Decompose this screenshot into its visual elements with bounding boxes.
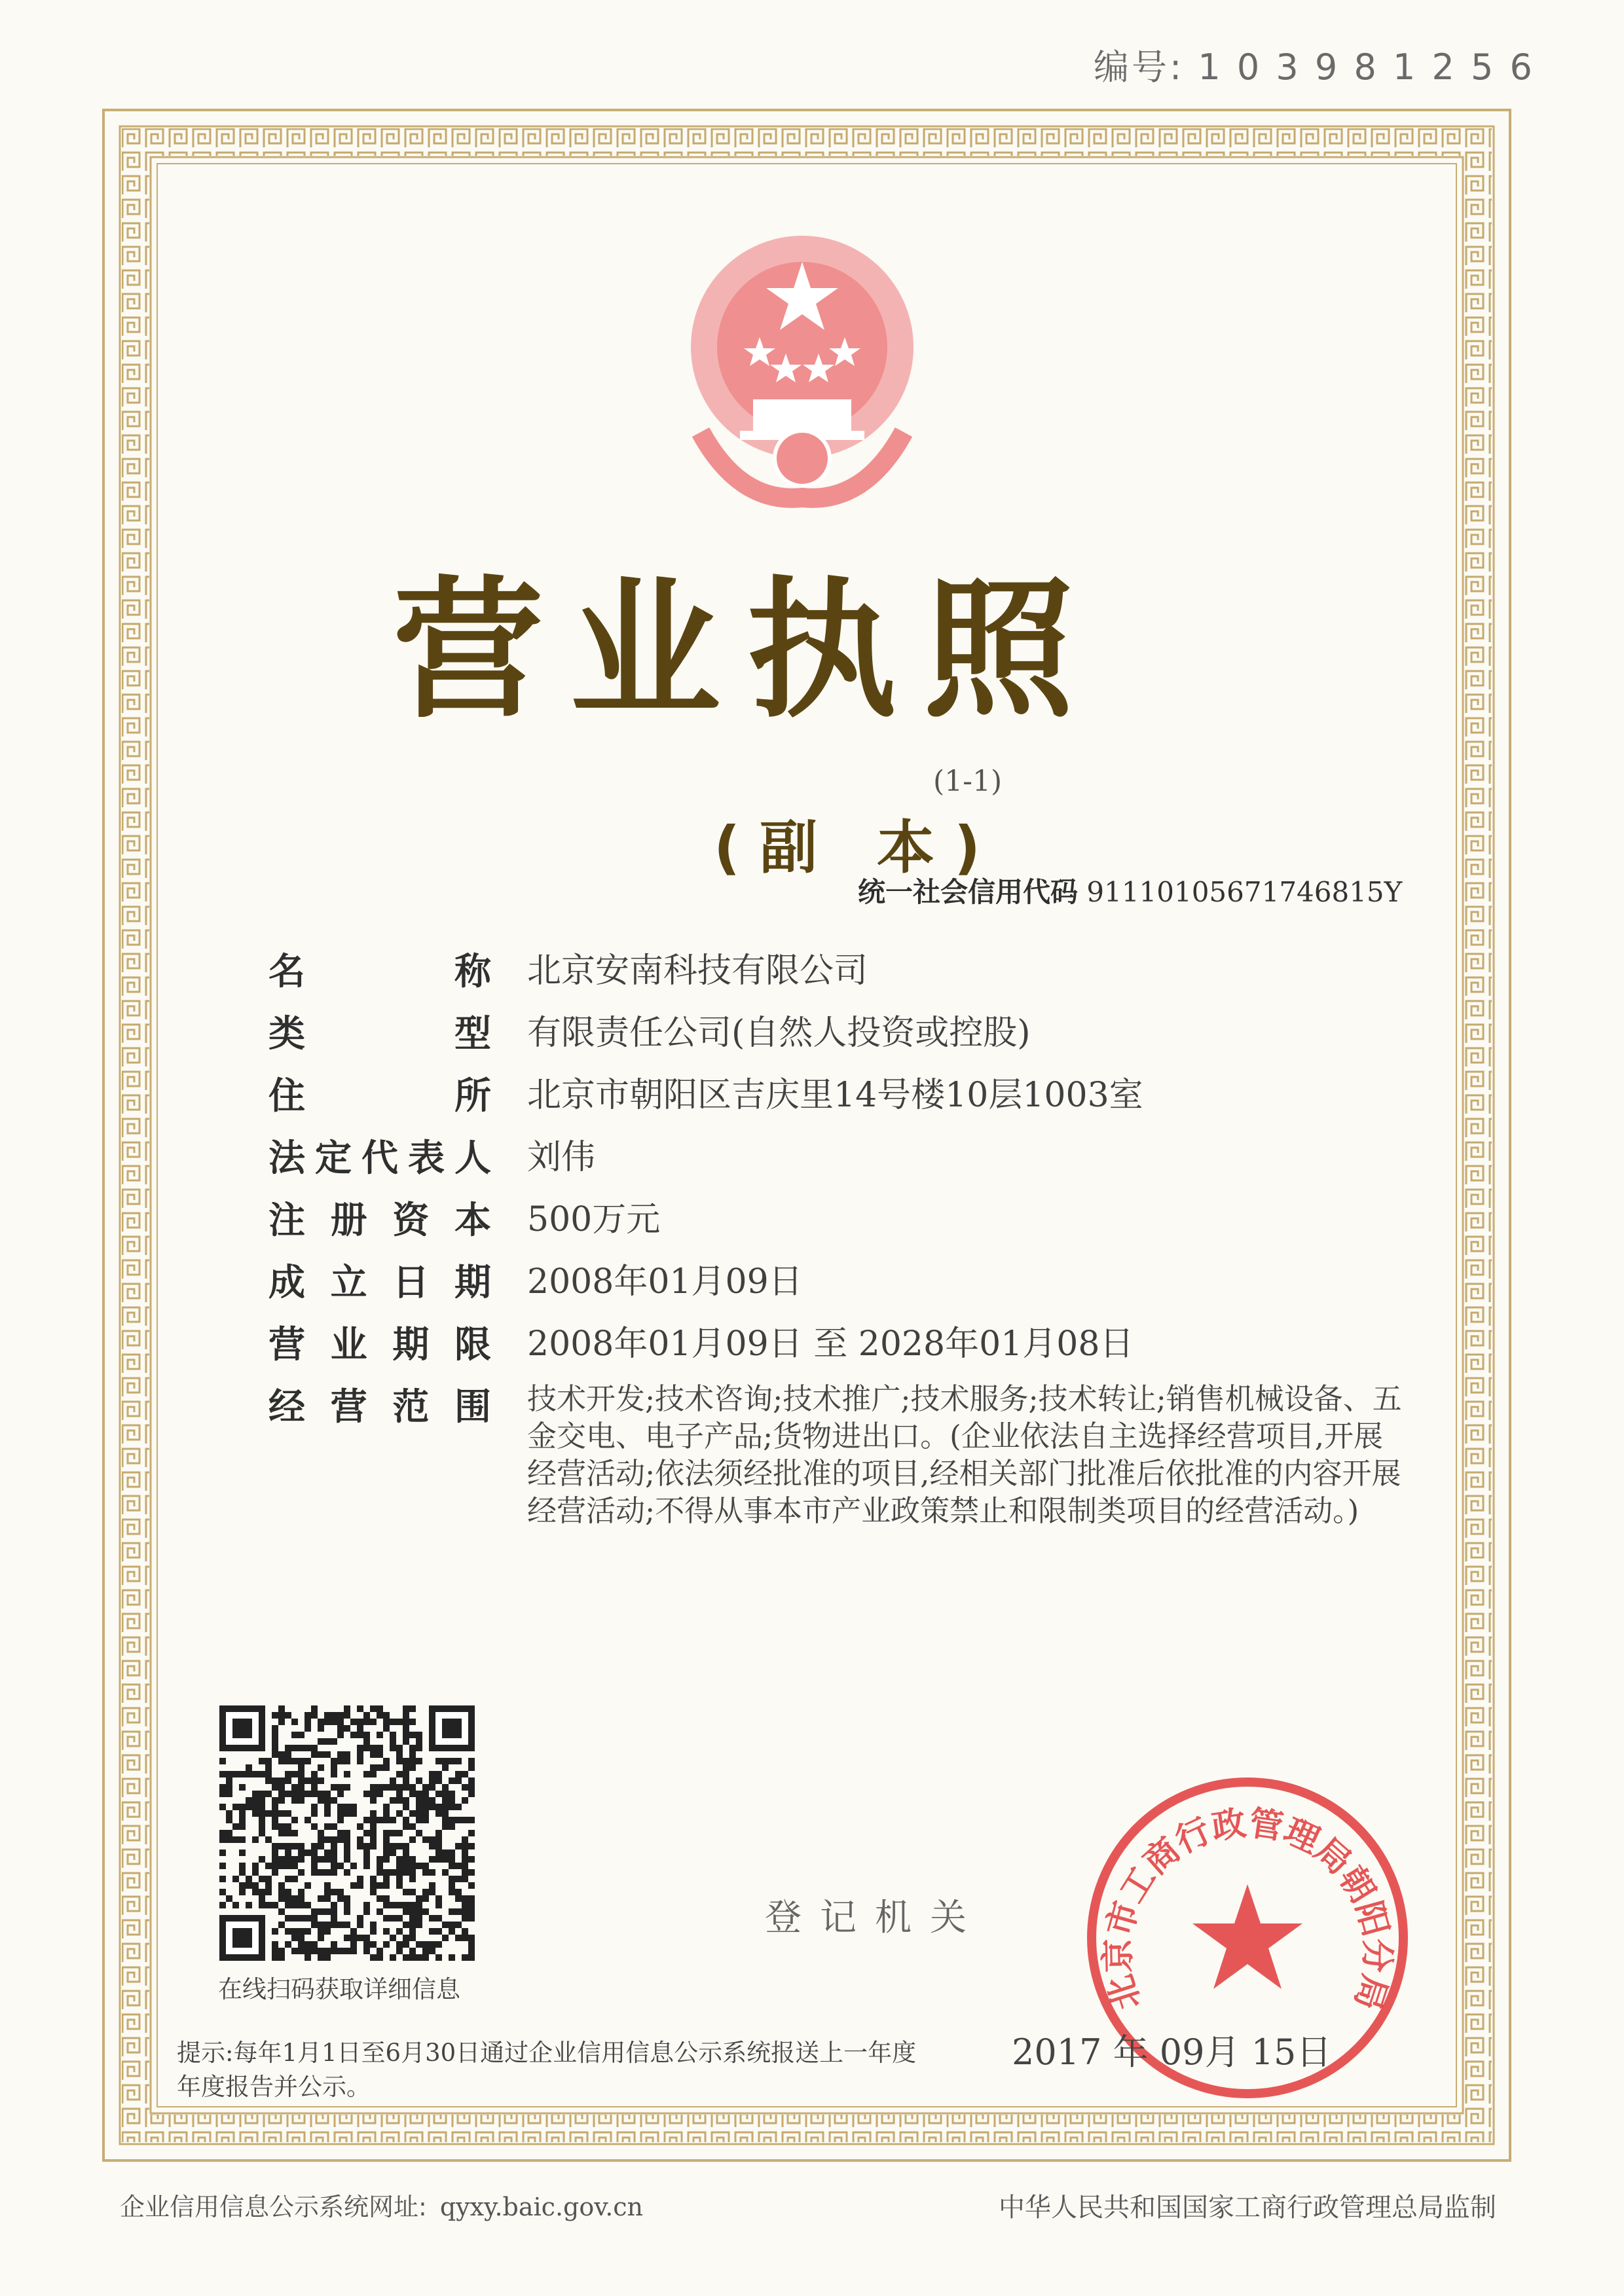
field-label-legal-rep: 法定代表人 bbox=[268, 1137, 491, 1180]
footer-website bbox=[120, 2187, 643, 2223]
credit-code-value: 91110105671746815Y bbox=[1086, 876, 1403, 908]
qr-caption: 在线扫码获取详细信息 bbox=[218, 1975, 460, 2003]
field-value-term: 2008年01月09日 至 2028年01月08日 bbox=[527, 1324, 1134, 1364]
field-label-name: 名称 bbox=[268, 951, 491, 993]
field-row bbox=[268, 943, 1408, 995]
business-scope-text: 技术开发;技术咨询;技术推广;技术服务;技术转让;销售机械设备、五金交电、电子产品;货物进出口。(企业依法自主选择经营项目,开展经营活动;依法须经批准的项目,经相关部门批准后依批准的内容开展经营活动;不得从事本市产业政策禁止和限制类项目的经营活动。) bbox=[527, 1381, 1402, 1528]
copy-number: (1-1) bbox=[933, 765, 1003, 798]
field-label-established: 成立日期 bbox=[268, 1262, 491, 1304]
field-row bbox=[268, 1192, 1408, 1244]
field-label-capital: 注册资本 bbox=[268, 1199, 491, 1242]
field-row bbox=[268, 1005, 1408, 1057]
seal-text: 北京市工商行政管理局朝阳分局 bbox=[1098, 1803, 1397, 2015]
qr-code bbox=[219, 1705, 475, 1961]
field-value-capital: 500万元 bbox=[527, 1200, 661, 1239]
annual-report-hint: 提示:每年1月1日至6月30日通过企业信用信息公示系统报送上一年度年度报告并公示。 bbox=[177, 2039, 917, 2101]
field-row bbox=[268, 1254, 1408, 1306]
serial-number: 编号: 1 0 3 9 8 1 2 5 6 bbox=[1094, 46, 1535, 88]
field-row bbox=[268, 1316, 1408, 1368]
credit-code-label: 统一社会信用代码 bbox=[858, 876, 1079, 908]
footer-website-url: qyxy.baic.gov.cn bbox=[439, 2193, 644, 2221]
credit-code-line bbox=[858, 871, 1402, 910]
field-label-address: 住所 bbox=[268, 1075, 491, 1118]
field-value-address: 北京市朝阳区吉庆里14号楼10层1003室 bbox=[527, 1076, 1143, 1115]
national-emblem-icon bbox=[661, 223, 943, 517]
field-label-term: 营业期限 bbox=[268, 1324, 491, 1366]
copy-subtitle: (副 本) bbox=[714, 814, 1001, 881]
field-value-type: 有限责任公司(自然人投资或控股) bbox=[527, 1013, 1031, 1053]
field-value-name: 北京安南科技有限公司 bbox=[527, 951, 868, 991]
field-label-scope: 经营范围 bbox=[268, 1386, 491, 1429]
field-label-type: 类型 bbox=[268, 1013, 491, 1055]
footer-website-label: 企业信用信息公示系统网址: bbox=[120, 2193, 427, 2221]
document-title: 营业执照 bbox=[393, 564, 1100, 738]
issue-date: 2017 年 09月 15日 bbox=[1012, 2032, 1332, 2073]
footer-supervisor: 中华人民共和国国家工商行政管理总局监制 bbox=[999, 2193, 1496, 2223]
field-row bbox=[268, 1067, 1408, 1120]
field-value-established: 2008年01月09日 bbox=[527, 1262, 803, 1302]
field-row bbox=[268, 1129, 1408, 1182]
field-value-legal-rep: 刘伟 bbox=[527, 1138, 596, 1177]
registration-authority-label: 登记机关 bbox=[765, 1897, 985, 1939]
